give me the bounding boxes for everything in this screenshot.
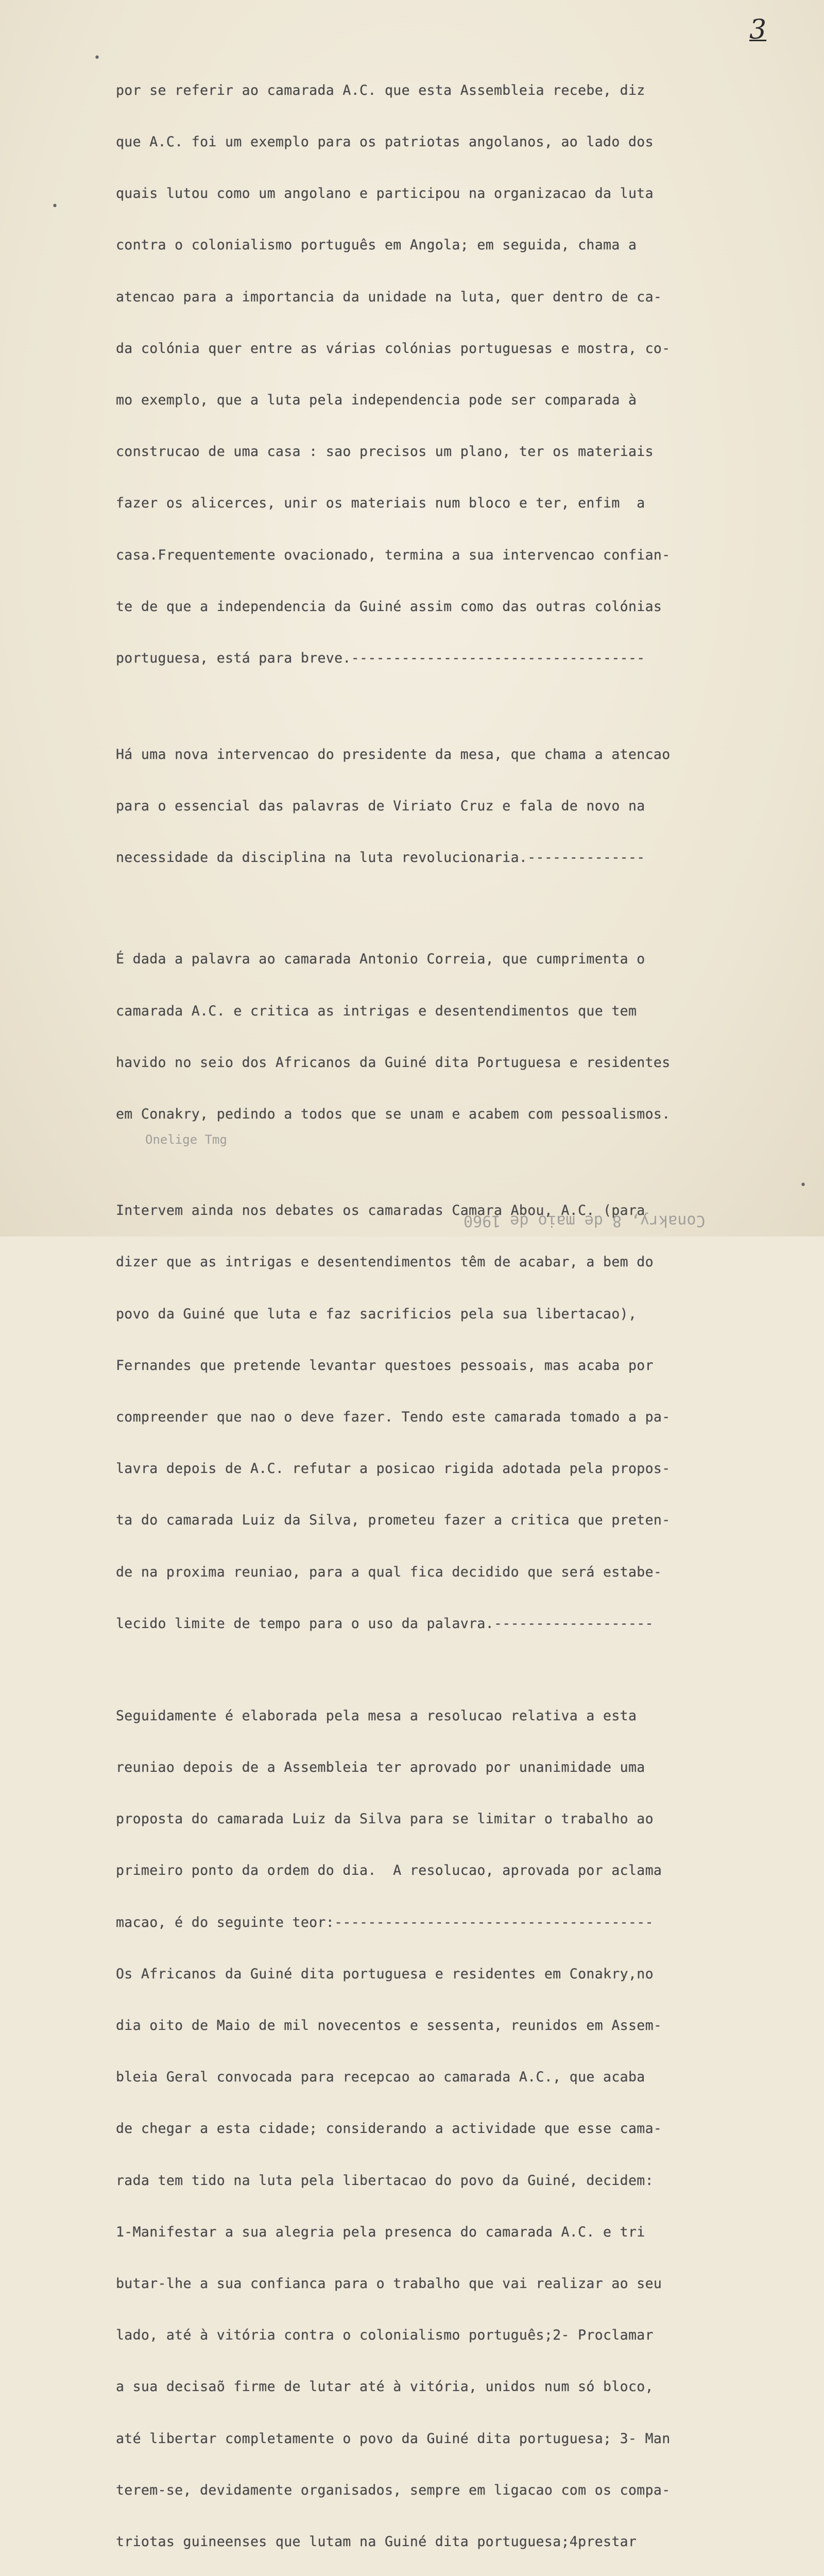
text-line: portuguesa, está para breve.-----------------------------------: [116, 650, 645, 667]
text-line: dizer que as intrigas e desentendimentos têm de acabar, a bem do: [116, 1254, 654, 1270]
text-line: Fernandes que pretende levantar questoes pessoais, mas acaba por: [116, 1357, 654, 1374]
text-line: mo exemplo, que a luta pela independencia pode ser comparada à: [116, 392, 637, 409]
text-line: necessidade da disciplina na luta revolucionaria.--------------: [116, 850, 645, 866]
text-line: Seguidamente é elaborada pela mesa a resolucao relativa a esta: [116, 1707, 637, 1724]
text-line: para o essencial das palavras de Viriato Cruz e fala de novo na: [116, 798, 645, 815]
text-line: proposta do camarada Luiz da Silva para se limitar o trabalho ao: [116, 1811, 654, 1827]
text-line: havido no seio dos Africanos da Guiné dita Portuguesa e residentes: [116, 1054, 671, 1071]
text-line: atencao para a importancia da unidade na luta, quer dentro de ca-: [116, 289, 662, 305]
paragraph-1: [116, 47, 806, 701]
text-line: que A.C. foi um exemplo para os patriotas angolanos, ao lado dos: [116, 134, 654, 150]
text-line: primeiro ponto da ordem do dia. A resolucao, aprovada por aclama: [116, 1862, 662, 1879]
text-line: lavra depois de A.C. refutar a posicao rigida adotada pela propos-: [116, 1461, 671, 1477]
text-line: lecido limite de tempo para o uso da palavra.-------------------: [116, 1615, 654, 1632]
text-line: terem-se, devidamente organisados, sempre em ligacao com os compa-: [116, 2482, 671, 2498]
paragraph-4: [116, 1167, 806, 1667]
mirrored-footer-bleed-through: Conakry, 8 de maio de 1960: [464, 1212, 706, 1230]
text-line: da colónia quer entre as várias colónias portuguesas e mostra, co-: [116, 340, 671, 357]
text-line: te de que a independencia da Guiné assim como das outras colónias: [116, 598, 662, 615]
margin-dot: •: [94, 52, 100, 64]
text-line: compreender que nao o deve fazer. Tendo este camarada tomado a pa-: [116, 1409, 671, 1425]
text-line: de na proxima reuniao, para a qual fica decidido que será estabe-: [116, 1564, 662, 1580]
text-line: de chegar a esta cidade; considerando a actividade que esse cama-: [116, 2121, 662, 2137]
document-body: [116, 47, 806, 2576]
text-line: É dada a palavra ao camarada Antonio Correia, que cumprimenta o: [116, 951, 645, 968]
text-line: Há uma nova intervencao do presidente da mesa, que chama a atencao: [116, 747, 671, 763]
margin-dot: •: [800, 1179, 806, 1192]
text-line: macao, é do seguinte teor:--------------------------------------: [116, 1914, 654, 1930]
paragraph-3: [116, 917, 806, 1158]
text-line: lado, até à vitória contra o colonialismo português;2- Proclamar: [116, 2327, 654, 2344]
paragraph-2: [116, 711, 806, 901]
text-line: contra o colonialismo português em Angola; em seguida, chama a: [116, 237, 637, 253]
margin-dot: •: [52, 200, 58, 213]
text-line: ta do camarada Luiz da Silva, prometeu fazer a critica que preten-: [116, 1512, 671, 1529]
text-line: a sua decisaõ firme de lutar até à vitória, unidos num só bloco,: [116, 2379, 654, 2395]
text-line: casa.Frequentemente ovacionado, termina a sua intervencao confian-: [116, 547, 671, 563]
faint-signature: Onelige Tmg: [145, 1132, 227, 1147]
text-line: triotas guineenses que lutam na Guiné dita portuguesa;4prestar: [116, 2534, 637, 2550]
text-line: até libertar completamente o povo da Guiné dita portuguesa; 3- Man: [116, 2430, 671, 2447]
text-line: Intervem ainda nos debates os camaradas Camara Abou, A.C. (para: [116, 1202, 645, 1219]
text-line: bleia Geral convocada para recepcao ao camarada A.C., que acaba: [116, 2069, 645, 2086]
text-line: rada tem tido na luta pela libertacao do povo da Guiné, decidem:: [116, 2172, 654, 2189]
text-line: 1-Manifestar a sua alegria pela presenca do camarada A.C. e tri: [116, 2224, 645, 2240]
text-line: Os Africanos da Guiné dita portuguesa e residentes em Conakry,no: [116, 1965, 654, 1982]
text-line: por se referir ao camarada A.C. que esta Assembleia recebe, diz: [116, 82, 645, 98]
text-line: povo da Guiné que luta e faz sacrificios pela sua libertacao),: [116, 1306, 637, 1322]
page-number: 3: [749, 14, 767, 45]
text-line: camarada A.C. e critica as intrigas e desentendimentos que tem: [116, 1003, 637, 1019]
text-line: reuniao depois de a Assembleia ter aprovado por unanimidade uma: [116, 1759, 645, 1775]
text-line: quais lutou como um angolano e participou na organizacao da luta: [116, 185, 654, 202]
text-line: dia oito de Maio de mil novecentos e sessenta, reunidos em Assem-: [116, 2017, 662, 2033]
text-line: butar-lhe a sua confianca para o trabalho que vai realizar ao seu: [116, 2275, 662, 2292]
paragraph-5-resolution: [116, 1673, 806, 2576]
text-line: em Conakry, pedindo a todos que se unam e acabem com pessoalismos.: [116, 1106, 671, 1123]
text-line: fazer os alicerces, unir os materiais num bloco e ter, enfim a: [116, 495, 645, 512]
text-line: construcao de uma casa : sao precisos um plano, ter os materiais: [116, 444, 654, 460]
